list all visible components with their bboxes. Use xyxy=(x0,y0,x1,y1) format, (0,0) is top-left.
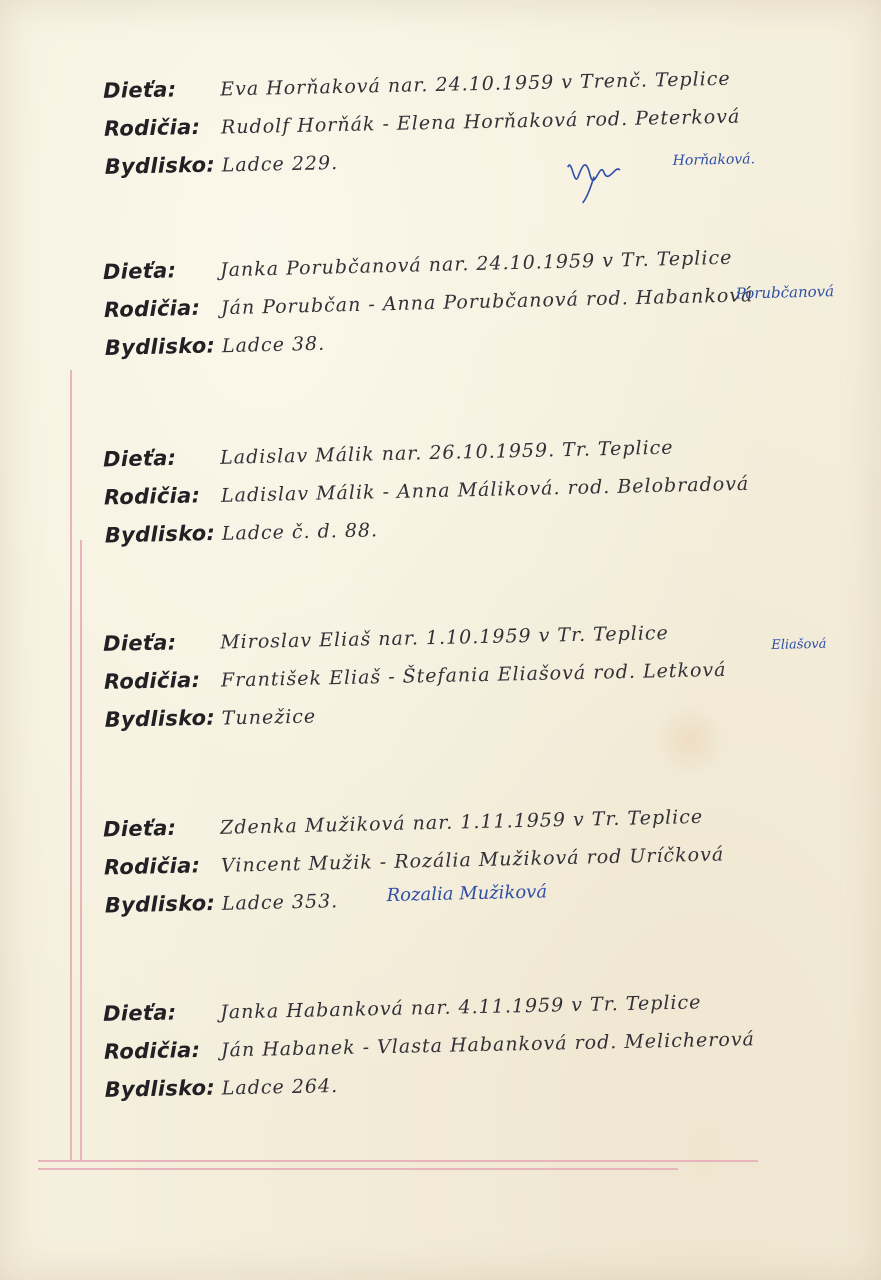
address-value: Ladce 264. xyxy=(221,1075,339,1100)
address-label: Bydlisko: xyxy=(104,152,216,179)
parents-value: Rudolf Horňák - Elena Horňaková rod. Peterková xyxy=(220,105,741,139)
child-value: Zdenka Mužiková nar. 1.11.1959 v Tr. Teplice xyxy=(219,805,704,839)
parent-signature: Rozalia Mužiková xyxy=(386,881,548,907)
address-label: Bydlisko: xyxy=(104,520,216,548)
child-label: Dieťa: xyxy=(102,445,177,472)
address-label: Bydlisko: xyxy=(104,333,216,361)
parents-label: Rodičia: xyxy=(103,483,201,510)
address-label: Bydlisko: xyxy=(104,890,216,918)
margin-line-horizontal-2 xyxy=(38,1168,678,1170)
parents-value: Ján Porubčan - Anna Porubčanová rod. Habanková xyxy=(220,284,754,320)
parent-signature: Eliašová xyxy=(771,636,827,653)
child-label: Dieťa: xyxy=(102,815,177,842)
signature-scrawl xyxy=(559,146,630,205)
address-value: Ladce 38. xyxy=(221,332,326,358)
child-label: Dieťa: xyxy=(102,77,177,103)
address-value: Ladce 353. xyxy=(221,890,339,915)
child-label: Dieťa: xyxy=(102,630,177,656)
address-value: Tunežice xyxy=(221,705,317,730)
margin-line-horizontal xyxy=(38,1160,758,1162)
register-entry xyxy=(103,65,765,193)
child-value: Ladislav Málik nar. 26.10.1959. Tr. Teplice xyxy=(219,436,674,469)
parents-label: Rodičia: xyxy=(103,114,201,141)
parents-value: Vincent Mužik - Rozália Mužiková rod Uríčková xyxy=(220,843,725,877)
address-value: Ladce č. d. 88. xyxy=(221,519,379,545)
parents-label: Rodičia: xyxy=(103,667,201,694)
register-entry xyxy=(103,988,765,1116)
parent-signature: Porubčanová xyxy=(735,282,835,303)
child-value: Janka Porubčanová nar. 24.10.1959 v Tr. Teplice xyxy=(219,246,733,282)
margin-line-vertical xyxy=(70,370,72,1160)
parents-value: Ján Habanek - Vlasta Habanková rod. Melicherová xyxy=(220,1028,756,1062)
register-entry xyxy=(102,244,835,374)
parents-value: František Eliaš - Štefania Eliašová rod. Letková xyxy=(220,658,727,692)
child-value: Miroslav Eliaš nar. 1.10.1959 v Tr. Teplice xyxy=(219,622,670,654)
parent-signature: Horňaková. xyxy=(672,151,756,170)
margin-line-vertical-2 xyxy=(80,540,82,1160)
register-entry xyxy=(103,433,765,562)
parents-label: Rodičia: xyxy=(103,295,201,323)
child-label: Dieťa: xyxy=(102,1000,177,1026)
child-label: Dieťa: xyxy=(102,258,177,285)
child-value: Eva Horňaková nar. 24.10.1959 v Trenč. Teplice xyxy=(219,67,731,101)
child-value: Janka Habanková nar. 4.11.1959 v Tr. Teplice xyxy=(219,991,702,1024)
parents-value: Ladislav Málik - Anna Máliková. rod. Belobradová xyxy=(220,472,750,507)
parents-label: Rodičia: xyxy=(103,853,201,880)
address-value: Ladce 229. xyxy=(221,152,339,177)
address-label: Bydlisko: xyxy=(104,705,216,732)
parents-label: Rodičia: xyxy=(103,1037,201,1064)
register-entry xyxy=(103,803,765,932)
address-label: Bydlisko: xyxy=(104,1075,216,1102)
register-entry xyxy=(102,618,827,746)
